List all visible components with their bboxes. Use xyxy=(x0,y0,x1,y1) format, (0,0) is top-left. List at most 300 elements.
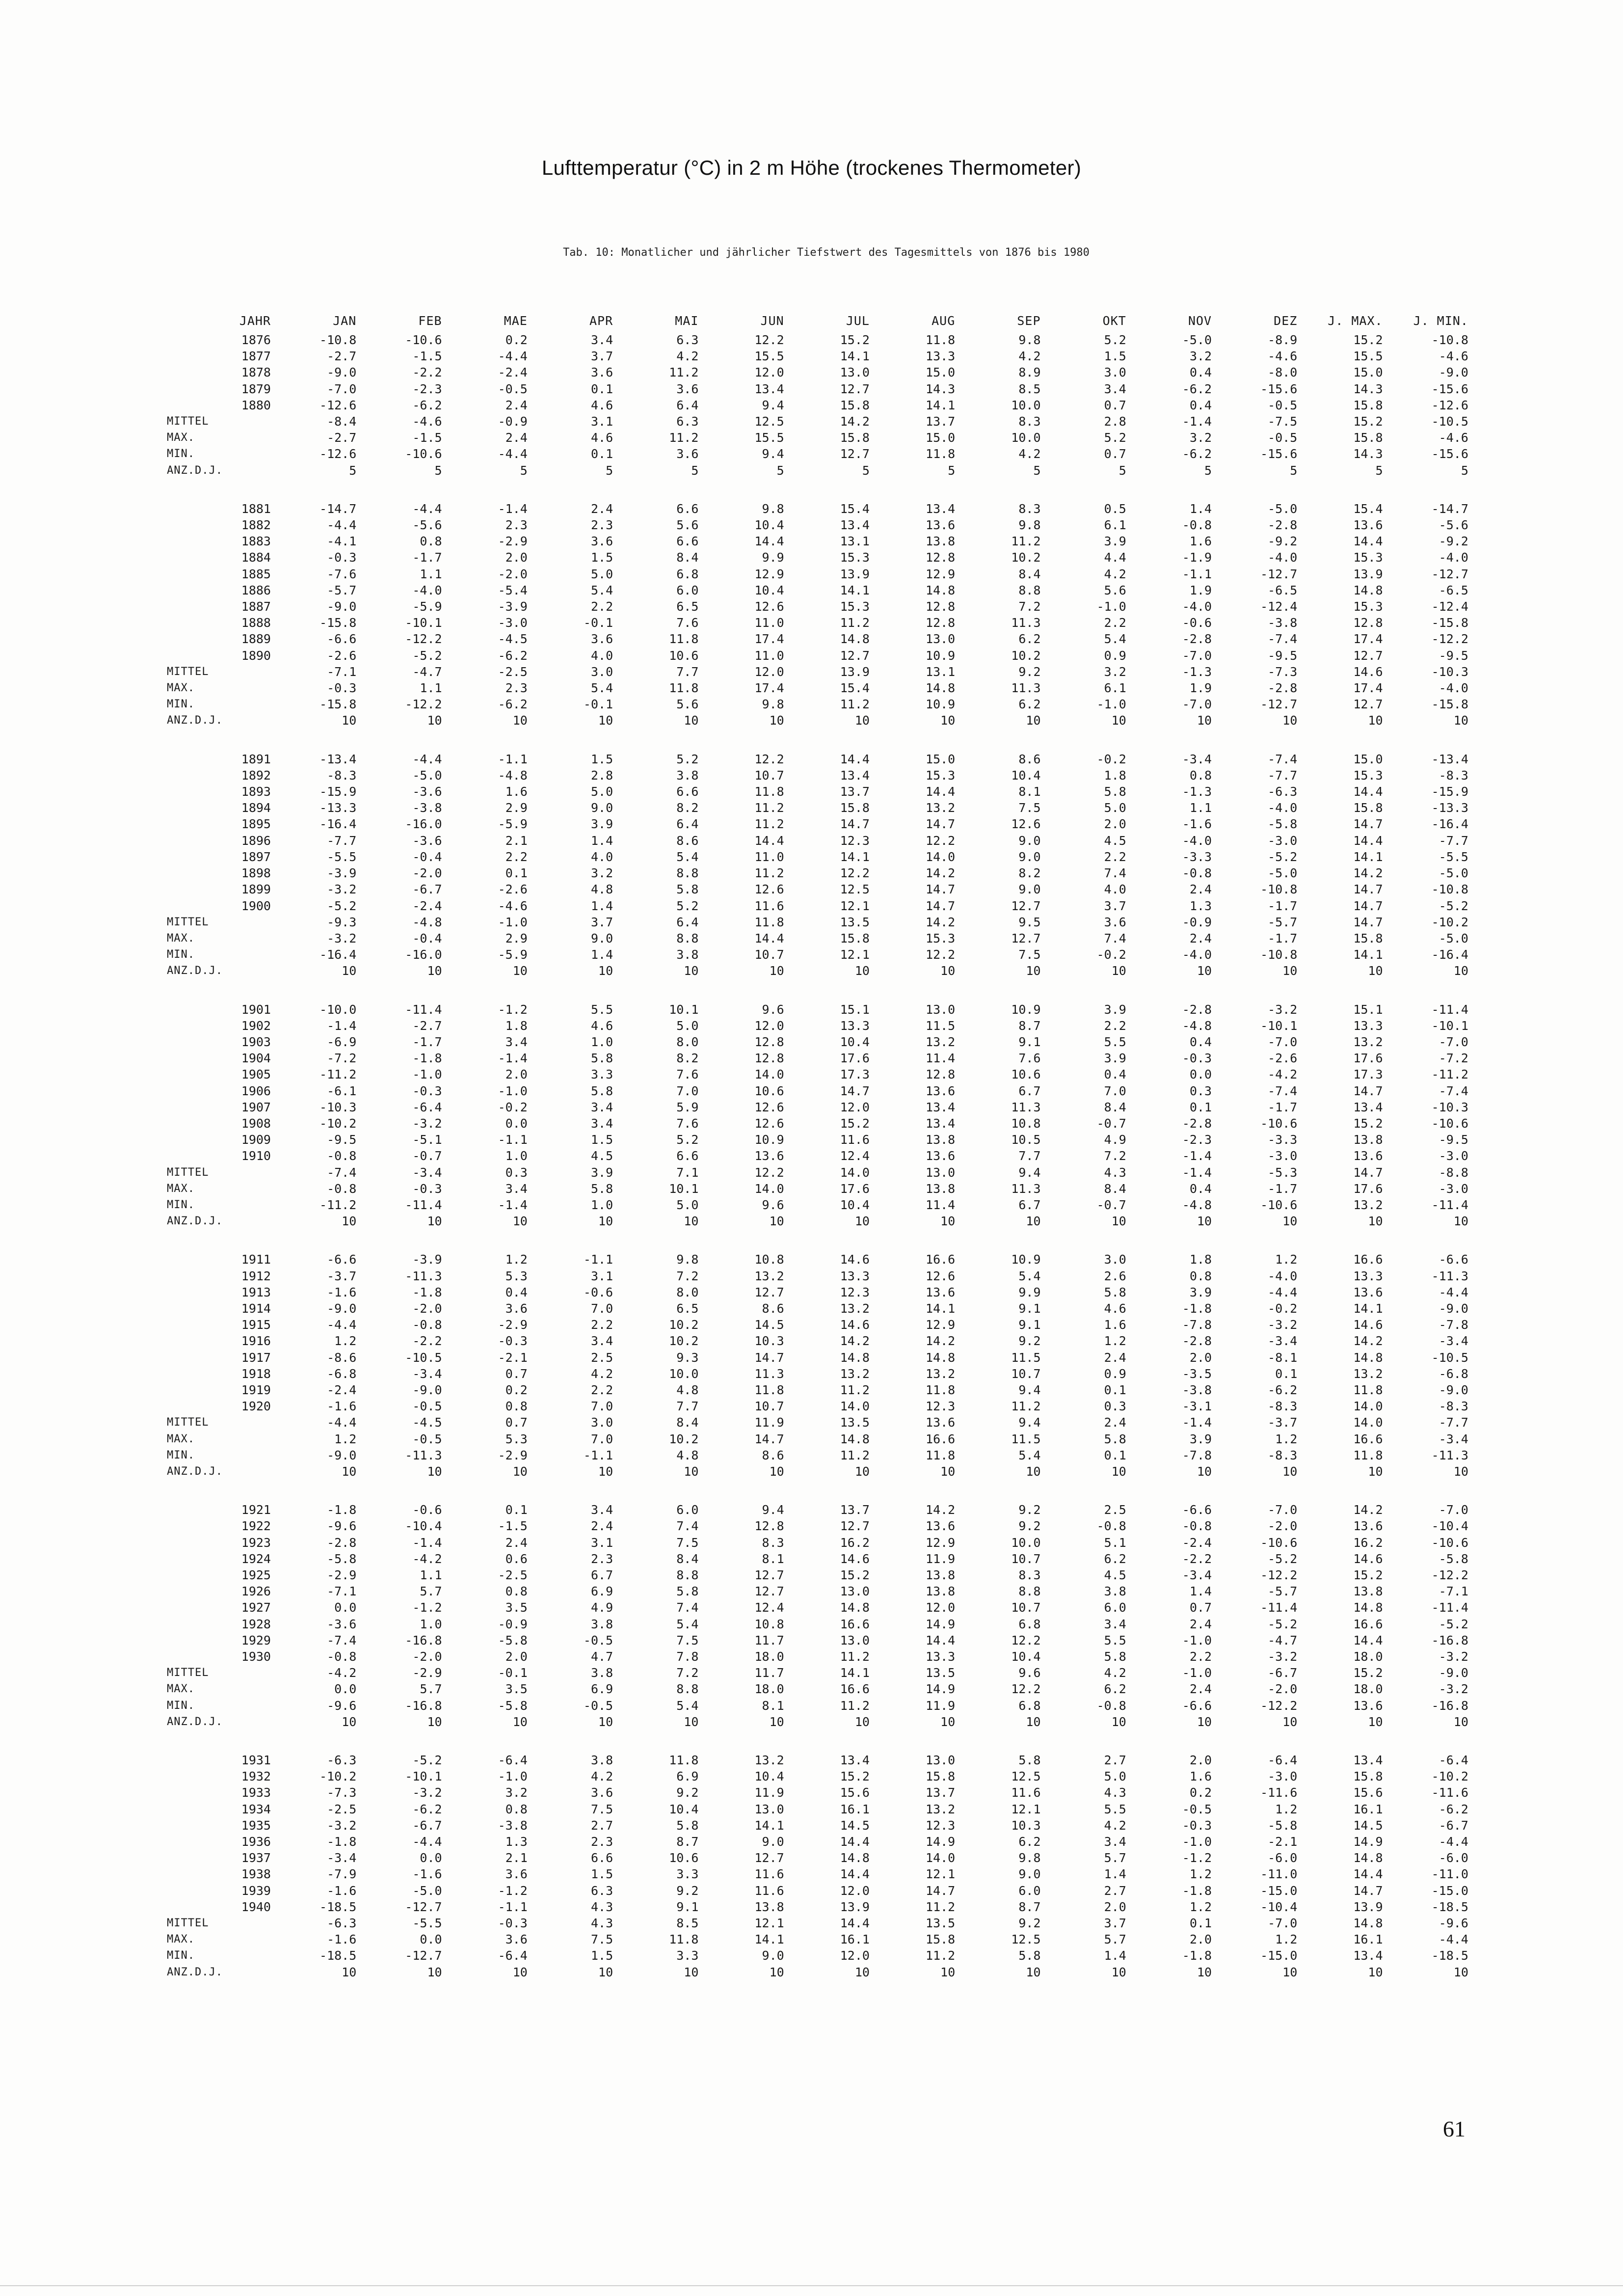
value-cell: 10.0 xyxy=(1011,431,1041,445)
value-cell: 16.6 xyxy=(926,1432,956,1446)
value-cell: -12.7 xyxy=(1431,567,1468,581)
value-cell: 6.9 xyxy=(590,1584,613,1599)
value-cell: 2.2 xyxy=(1104,1018,1126,1033)
value-cell: 10.8 xyxy=(754,1617,784,1631)
value-cell: 7.5 xyxy=(676,1633,699,1648)
value-cell: 0.1 xyxy=(1104,1382,1126,1397)
value-cell: 17.4 xyxy=(1353,632,1383,647)
value-cell: 11.8 xyxy=(754,784,784,799)
value-cell: -1.5 xyxy=(412,349,442,364)
value-cell: 11.2 xyxy=(754,817,784,832)
value-cell: -1.0 xyxy=(498,915,528,929)
value-cell: -16.8 xyxy=(1431,1698,1468,1713)
value-cell: 3.4 xyxy=(1104,381,1126,396)
value-cell: -2.9 xyxy=(412,1666,442,1680)
value-cell: -5.2 xyxy=(1268,1551,1298,1566)
value-cell: 9.4 xyxy=(1018,1165,1041,1180)
value-cell: 7.7 xyxy=(676,664,699,679)
value-cell: -1.4 xyxy=(412,1535,442,1550)
value-cell: -4.4 xyxy=(327,518,357,533)
value-cell: 15.8 xyxy=(1353,431,1383,445)
value-cell: 14.2 xyxy=(1353,866,1383,881)
value-cell: -7.2 xyxy=(327,1051,357,1066)
value-cell: 10.4 xyxy=(1011,1649,1041,1664)
value-cell: 11.3 xyxy=(1011,1100,1041,1114)
value-cell: 1.2 xyxy=(1189,1899,1212,1914)
year-row xyxy=(162,849,1477,865)
value-cell: 4.2 xyxy=(1104,1818,1126,1833)
value-cell: -7.7 xyxy=(1438,1415,1468,1430)
value-cell: 1.3 xyxy=(505,1835,528,1849)
summary-row xyxy=(162,1431,1477,1447)
row-label: MIN. xyxy=(167,1449,195,1461)
value-cell: 2.4 xyxy=(505,431,528,445)
year-row xyxy=(162,1648,1477,1665)
row-label xyxy=(162,631,231,647)
value-cell: 11.8 xyxy=(669,1932,699,1947)
value-cell: 2.0 xyxy=(505,550,528,565)
value-cell: 9.6 xyxy=(762,1002,784,1017)
value-cell: 13.4 xyxy=(840,1753,870,1768)
value-cell: 2.2 xyxy=(590,599,613,614)
value-cell: 3.9 xyxy=(1104,1051,1126,1066)
value-cell: 10.0 xyxy=(1011,1535,1041,1550)
value-cell: 0.7 xyxy=(1104,398,1126,412)
year-cell: 1917 xyxy=(241,1350,271,1365)
value-cell: 14.4 xyxy=(840,1835,870,1849)
value-cell: 3.7 xyxy=(1104,898,1126,913)
value-cell: -6.2 xyxy=(1182,381,1212,396)
value-cell: 2.4 xyxy=(1189,1682,1212,1697)
value-cell: 6.6 xyxy=(676,784,699,799)
value-cell: -10.3 xyxy=(319,1100,357,1114)
row-label xyxy=(162,1535,231,1551)
value-cell: 3.2 xyxy=(1189,431,1212,445)
value-cell: 13.7 xyxy=(840,784,870,799)
value-cell: 10 xyxy=(1282,1714,1298,1729)
value-cell: 5.8 xyxy=(590,1083,613,1098)
row-label: MAX. xyxy=(167,1432,195,1445)
value-cell: 7.5 xyxy=(590,1802,613,1816)
row-label xyxy=(162,1599,231,1616)
value-cell: 14.9 xyxy=(926,1617,956,1631)
value-cell: -12.2 xyxy=(1431,632,1468,647)
value-cell: 6.7 xyxy=(1018,1083,1041,1098)
value-cell: -6.0 xyxy=(1268,1851,1298,1865)
year-cell xyxy=(231,1681,280,1697)
value-cell: -3.4 xyxy=(1268,1334,1298,1349)
row-label xyxy=(162,364,231,380)
value-cell: 5.4 xyxy=(676,1698,699,1713)
value-cell: -1.7 xyxy=(1268,1100,1298,1114)
value-cell: 7.6 xyxy=(676,616,699,630)
value-cell: 14.0 xyxy=(926,1851,956,1865)
row-label xyxy=(162,1817,231,1834)
value-cell: 0.3 xyxy=(1189,1083,1212,1098)
value-cell: -8.0 xyxy=(1268,365,1298,380)
value-cell: -3.4 xyxy=(327,1851,357,1865)
value-cell: -2.8 xyxy=(1182,1116,1212,1131)
value-cell: 5 xyxy=(776,463,784,478)
value-cell: -8.3 xyxy=(1268,1448,1298,1462)
value-cell: -10.2 xyxy=(1431,915,1468,929)
value-cell: 12.5 xyxy=(1011,1769,1041,1784)
value-cell: -0.8 xyxy=(1182,518,1212,533)
value-cell: 6.2 xyxy=(1018,697,1041,712)
value-cell: 5.7 xyxy=(1104,1932,1126,1947)
value-cell: 12.8 xyxy=(1353,616,1383,630)
value-cell: -5.0 xyxy=(412,1883,442,1898)
value-cell: 5.8 xyxy=(590,1181,613,1196)
value-cell: 13.2 xyxy=(754,1269,784,1283)
value-cell: -4.0 xyxy=(1268,801,1298,815)
value-cell: 1.8 xyxy=(505,1018,528,1033)
value-cell: 5.8 xyxy=(1104,1432,1126,1446)
value-cell: 13.0 xyxy=(840,365,870,380)
row-label xyxy=(162,348,231,364)
value-cell: 5.4 xyxy=(1104,632,1126,647)
value-cell: 14.4 xyxy=(1353,1867,1383,1882)
value-cell: -1.3 xyxy=(1182,664,1212,679)
year-row xyxy=(162,1599,1477,1616)
value-cell: 10.2 xyxy=(1011,550,1041,565)
value-cell: 13.2 xyxy=(754,1753,784,1768)
year-cell: 1923 xyxy=(241,1535,271,1550)
value-cell: -6.2 xyxy=(498,697,528,712)
table-caption: Tab. 10: Monatlicher und jährlicher Tiefstwert des Tagesmittels von 1876 bis 1980 xyxy=(563,246,1090,259)
value-cell: 13.8 xyxy=(926,1584,956,1599)
summary-row xyxy=(162,1915,1477,1931)
value-cell: 6.2 xyxy=(1104,1682,1126,1697)
value-cell: 12.4 xyxy=(754,1600,784,1615)
value-cell: 10.0 xyxy=(669,1366,699,1381)
summary-row xyxy=(162,946,1477,963)
value-cell: -4.0 xyxy=(1268,550,1298,565)
value-cell: 17.3 xyxy=(840,1067,870,1082)
value-cell: -1.1 xyxy=(498,1899,528,1914)
value-cell: 10 xyxy=(940,1965,956,1979)
value-cell: 5.2 xyxy=(676,898,699,913)
value-cell: 10 xyxy=(427,964,442,978)
value-cell: -6.4 xyxy=(1438,1753,1468,1768)
value-cell: 1.4 xyxy=(1189,1584,1212,1599)
value-cell: -5.4 xyxy=(498,583,528,597)
value-cell: -4.2 xyxy=(1268,1067,1298,1082)
value-cell: 8.8 xyxy=(1018,1584,1041,1599)
value-cell: -14.7 xyxy=(319,501,357,516)
row-label xyxy=(162,1801,231,1817)
value-cell: -12.4 xyxy=(1260,599,1298,614)
value-cell: -7.0 xyxy=(327,381,357,396)
value-cell: 5.5 xyxy=(590,1002,613,1017)
value-cell: -9.2 xyxy=(1268,534,1298,549)
value-cell: 3.6 xyxy=(590,632,613,647)
value-cell: 7.0 xyxy=(1104,1083,1126,1098)
value-cell: 12.5 xyxy=(1011,1932,1041,1947)
value-cell: -2.0 xyxy=(1268,1682,1298,1697)
value-cell: 13.3 xyxy=(840,1269,870,1283)
value-cell: 14.6 xyxy=(1353,1318,1383,1332)
value-cell: -2.2 xyxy=(1182,1551,1212,1566)
value-cell: -3.2 xyxy=(327,1818,357,1833)
value-cell: 1.9 xyxy=(1189,583,1212,597)
value-cell: -6.6 xyxy=(1438,1252,1468,1267)
value-cell: 11.8 xyxy=(669,681,699,696)
year-cell: 1911 xyxy=(241,1252,271,1267)
column-header: J. MAX. xyxy=(1328,313,1383,328)
value-cell: 17.4 xyxy=(754,681,784,696)
value-cell: -12.7 xyxy=(405,1899,442,1914)
value-cell: -9.5 xyxy=(1268,648,1298,663)
value-cell: 14.7 xyxy=(840,1083,870,1098)
value-cell: -16.0 xyxy=(405,817,442,832)
year-cell: 1899 xyxy=(241,882,271,897)
value-cell: -4.8 xyxy=(1182,1197,1212,1212)
value-cell: 5 xyxy=(1461,463,1468,478)
row-label xyxy=(162,648,231,664)
value-cell: -10.6 xyxy=(1431,1535,1468,1550)
value-cell: 13.6 xyxy=(926,518,956,533)
value-cell: -6.8 xyxy=(1438,1366,1468,1381)
value-cell: 12.7 xyxy=(840,447,870,461)
value-cell: 10 xyxy=(769,964,784,978)
value-cell: 2.8 xyxy=(590,768,613,783)
value-cell: -3.7 xyxy=(327,1269,357,1283)
year-cell xyxy=(231,1463,280,1480)
value-cell: -15.6 xyxy=(1260,381,1298,396)
value-cell: 8.4 xyxy=(676,1415,699,1430)
year-row xyxy=(162,1099,1477,1115)
value-cell: -2.9 xyxy=(498,534,528,549)
value-cell: 5.7 xyxy=(1104,1851,1126,1865)
value-cell: 4.8 xyxy=(590,882,613,897)
value-cell: 5.4 xyxy=(676,849,699,864)
row-label xyxy=(162,898,231,914)
value-cell: 3.3 xyxy=(590,1067,613,1082)
value-cell: 4.2 xyxy=(1104,567,1126,581)
value-cell: 2.5 xyxy=(590,1350,613,1365)
value-cell: 7.0 xyxy=(676,1083,699,1098)
value-cell: 14.8 xyxy=(840,632,870,647)
value-cell: 14.2 xyxy=(926,915,956,929)
value-cell: 10 xyxy=(769,1214,784,1229)
summary-row xyxy=(162,1213,1477,1229)
year-cell: 1878 xyxy=(241,365,271,380)
value-cell: 14.1 xyxy=(840,849,870,864)
value-cell: 10 xyxy=(940,713,956,728)
value-cell: -5.9 xyxy=(498,947,528,962)
value-cell: 8.1 xyxy=(762,1698,784,1713)
value-cell: 10.2 xyxy=(669,1432,699,1446)
value-cell: -4.4 xyxy=(1438,1835,1468,1849)
value-cell: 12.8 xyxy=(926,1067,956,1082)
value-cell: 13.4 xyxy=(1353,1753,1383,1768)
value-cell: -2.5 xyxy=(327,1802,357,1816)
value-cell: -9.5 xyxy=(327,1133,357,1147)
value-cell: -0.8 xyxy=(327,1649,357,1664)
value-cell: 9.0 xyxy=(762,1835,784,1849)
value-cell: 3.3 xyxy=(676,1948,699,1963)
value-cell: 3.7 xyxy=(1104,1916,1126,1931)
value-cell: 11.8 xyxy=(926,333,956,347)
value-cell: 13.0 xyxy=(926,1002,956,1017)
year-row xyxy=(162,1132,1477,1148)
value-cell: 10 xyxy=(1197,713,1212,728)
value-cell: 12.9 xyxy=(926,1535,956,1550)
value-cell: -11.0 xyxy=(1431,1867,1468,1882)
year-row xyxy=(162,1551,1477,1567)
value-cell: -13.3 xyxy=(1431,801,1468,815)
value-cell: 10 xyxy=(427,1965,442,1979)
value-cell: 10.4 xyxy=(1011,768,1041,783)
value-cell: 8.7 xyxy=(676,1835,699,1849)
value-cell: 3.5 xyxy=(505,1682,528,1697)
value-cell: 4.5 xyxy=(1104,833,1126,848)
row-label xyxy=(162,1616,231,1632)
value-cell: 10 xyxy=(1026,1714,1041,1729)
value-cell: -5.2 xyxy=(412,648,442,663)
value-cell: 1.9 xyxy=(1189,681,1212,696)
value-cell: 13.6 xyxy=(1353,518,1383,533)
value-cell: -1.8 xyxy=(327,1835,357,1849)
value-cell: 11.2 xyxy=(1011,534,1041,549)
value-cell: 3.7 xyxy=(590,349,613,364)
value-cell: 9.0 xyxy=(590,801,613,815)
value-cell: -15.6 xyxy=(1260,447,1298,461)
value-cell: 4.6 xyxy=(590,1018,613,1033)
year-cell: 1883 xyxy=(241,534,271,549)
value-cell: 11.2 xyxy=(840,616,870,630)
column-header: JAN xyxy=(333,313,357,328)
value-cell: -3.2 xyxy=(1438,1682,1468,1697)
row-label xyxy=(162,566,231,582)
value-cell: -9.3 xyxy=(327,915,357,929)
value-cell: 0.1 xyxy=(590,447,613,461)
value-cell: 0.7 xyxy=(1189,1600,1212,1615)
value-cell: 4.7 xyxy=(590,1649,613,1664)
value-cell: -18.5 xyxy=(1431,1899,1468,1914)
value-cell: 14.9 xyxy=(926,1835,956,1849)
value-cell: -6.7 xyxy=(412,1818,442,1833)
value-cell: 11.8 xyxy=(669,1753,699,1768)
value-cell: -5.2 xyxy=(412,1753,442,1768)
value-cell: 12.8 xyxy=(754,1034,784,1049)
value-cell: -15.8 xyxy=(1431,697,1468,712)
row-label xyxy=(162,1883,231,1899)
value-cell: 10.7 xyxy=(754,1399,784,1414)
value-cell: -1.0 xyxy=(1096,697,1126,712)
value-cell: -6.1 xyxy=(327,1083,357,1098)
year-cell: 1890 xyxy=(241,648,271,663)
value-cell: -8.3 xyxy=(327,768,357,783)
value-cell: -0.7 xyxy=(412,1149,442,1163)
value-cell: 1.6 xyxy=(505,784,528,799)
value-cell: 10 xyxy=(769,1714,784,1729)
value-cell: -6.3 xyxy=(327,1916,357,1931)
value-cell: 10 xyxy=(684,1214,699,1229)
value-cell: 0.4 xyxy=(505,1285,528,1299)
value-cell: 7.5 xyxy=(1018,801,1041,815)
year-cell: 1908 xyxy=(241,1116,271,1131)
value-cell: 2.0 xyxy=(1189,1350,1212,1365)
value-cell: 13.2 xyxy=(1353,1197,1383,1212)
value-cell: 3.6 xyxy=(590,534,613,549)
row-label: ANZ.D.J. xyxy=(167,1215,223,1228)
value-cell: 10.0 xyxy=(1011,398,1041,412)
value-cell: 8.0 xyxy=(676,1285,699,1299)
value-cell: 2.9 xyxy=(505,801,528,815)
value-cell: 2.4 xyxy=(1104,1350,1126,1365)
value-cell: 4.2 xyxy=(590,1769,613,1784)
value-cell: 10 xyxy=(598,1214,613,1229)
value-cell: -1.1 xyxy=(498,1133,528,1147)
row-label xyxy=(162,1350,231,1366)
value-cell: 8.8 xyxy=(676,866,699,881)
value-cell: 13.4 xyxy=(754,381,784,396)
year-cell: 1905 xyxy=(241,1067,271,1082)
value-cell: 2.2 xyxy=(505,849,528,864)
value-cell: 5.2 xyxy=(676,1133,699,1147)
value-cell: 15.2 xyxy=(1353,1666,1383,1680)
value-cell: 5.8 xyxy=(1018,1948,1041,1963)
value-cell: 11.0 xyxy=(754,616,784,630)
value-cell: 1.5 xyxy=(590,752,613,766)
value-cell: 14.2 xyxy=(926,866,956,881)
value-cell: 13.6 xyxy=(1353,1149,1383,1163)
value-cell: -5.2 xyxy=(1268,1617,1298,1631)
year-cell: 1876 xyxy=(241,333,271,347)
value-cell: -11.4 xyxy=(405,1002,442,1017)
value-cell: -16.4 xyxy=(319,947,357,962)
value-cell: -1.6 xyxy=(327,1932,357,1947)
value-cell: -0.8 xyxy=(1096,1698,1126,1713)
year-row xyxy=(162,1251,1477,1268)
value-cell: -6.7 xyxy=(1438,1818,1468,1833)
year-cell xyxy=(231,430,280,446)
value-cell: 12.7 xyxy=(754,1851,784,1865)
value-cell: 2.3 xyxy=(590,518,613,533)
value-cell: -1.4 xyxy=(498,501,528,516)
value-cell: -4.4 xyxy=(327,1415,357,1430)
value-cell: 13.7 xyxy=(840,1503,870,1517)
summary-row xyxy=(162,1463,1477,1480)
value-cell: 12.0 xyxy=(840,1948,870,1963)
value-cell: -10.5 xyxy=(1431,1350,1468,1365)
value-cell: -7.4 xyxy=(1438,1083,1468,1098)
block-spacer xyxy=(162,1730,1477,1752)
value-cell: -1.6 xyxy=(412,1867,442,1882)
value-cell: 12.9 xyxy=(754,567,784,581)
value-cell: -2.0 xyxy=(412,1301,442,1316)
row-label xyxy=(162,1366,231,1382)
page-title: Lufttemperatur (°C) in 2 m Höhe (trockenes Thermometer) xyxy=(541,156,1082,179)
value-cell: 10 xyxy=(854,1714,870,1729)
value-cell: -12.2 xyxy=(405,697,442,712)
value-cell: 3.6 xyxy=(505,1301,528,1316)
row-label xyxy=(162,783,231,800)
value-cell: -10.1 xyxy=(405,616,442,630)
value-cell: 15.1 xyxy=(1353,1002,1383,1017)
value-cell: -4.6 xyxy=(412,414,442,429)
value-cell: 1.5 xyxy=(590,1867,613,1882)
row-label: MAX. xyxy=(167,932,195,945)
value-cell: -3.2 xyxy=(1438,1649,1468,1664)
value-cell: -6.6 xyxy=(327,1252,357,1267)
year-cell: 1898 xyxy=(241,866,271,881)
value-cell: -5.1 xyxy=(412,1133,442,1147)
value-cell: -3.7 xyxy=(1268,1415,1298,1430)
value-cell: 12.1 xyxy=(840,947,870,962)
